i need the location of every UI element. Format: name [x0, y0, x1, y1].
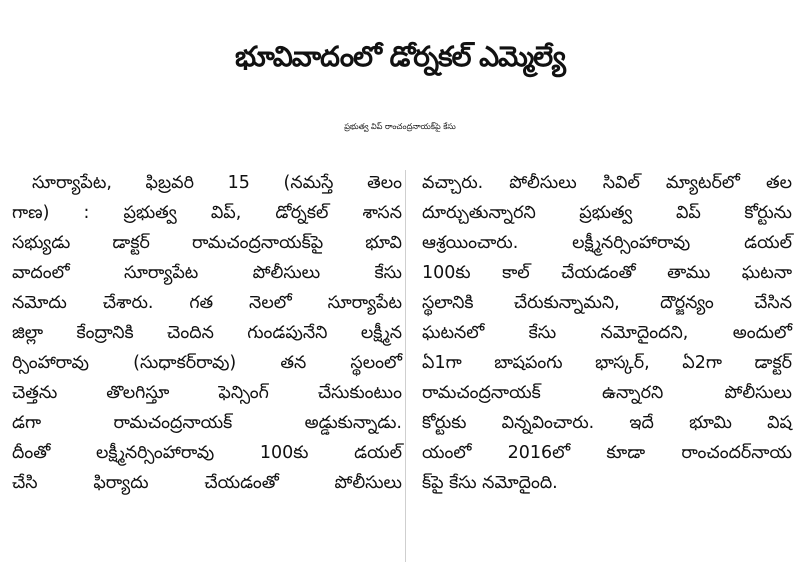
article-line: రామచంద్రనాయక్ ఉన్నారని పోలీసులు — [422, 383, 792, 403]
article-line: ఆశ్రయించారు. లక్ష్మీనర్సింహారావు డయల్ — [422, 233, 792, 253]
article-line: ర్సింహారావు (సుధాకర్‌రావు) తన స్థలంలో — [12, 353, 402, 373]
article-line: కోర్టుకు విన్నవించారు. ఇదే భూమి విష — [422, 413, 792, 433]
article-line: వాదంలో సూర్యాపేట పోలీసులు కేసు — [12, 263, 402, 283]
article-line: జిల్లా కేంద్రానికి చెందిన గుండపునేని లక్ష్మీన — [12, 323, 402, 343]
article-line: దీంతో లక్ష్మీనర్సింహారావు 100కు డయల్ — [12, 443, 402, 463]
headline: భూవివాదంలో డోర్నకల్ ఎమ్మెల్యే — [235, 40, 565, 73]
subheadline: ప్రభుత్వ విప్ రాంచంద్రనాయక్‌పై కేసు — [344, 122, 456, 131]
article-line: క్‌పై కేసు నమోదైంది. — [422, 473, 558, 493]
article-line: స్థలానికి చేరుకున్నామని, దౌర్జన్యం చేసిన — [422, 293, 792, 313]
article-line: సభ్యుడు డాక్టర్ రామచంద్రనాయక్‌పై భూవి — [12, 233, 402, 253]
article-line: డగా రామచంద్రనాయక్ అడ్డుకున్నాడు. — [12, 413, 402, 433]
article-line: వచ్చారు. పోలీసులు సివిల్ మ్యాటర్‌లో తల — [422, 173, 792, 193]
article-line: గాణ) : ప్రభుత్వ విప్, డోర్నకల్ శాసన — [12, 203, 402, 223]
article-line: 100కు కాల్ చేయడంతో తాము ఘటనా — [422, 263, 792, 283]
article-line: సూర్యాపేట, ఫిబ్రవరి 15 (నమస్తే తెలం — [32, 173, 402, 193]
article-line: ఘటనలో కేసు నమోదైందని, అందులో — [422, 323, 792, 343]
article-line: దూర్చుతున్నారని ప్రభుత్వ విప్ కోర్టును — [422, 203, 792, 223]
article-line: ఏ1గా బాషపంగు భాస్కర్, ఏ2గా డాక్టర్ — [422, 353, 792, 373]
article-column-right — [422, 168, 792, 498]
article-line: యంలో 2016లో కూడా రాంచందర్‌నాయ — [422, 443, 792, 463]
column-divider — [405, 170, 406, 562]
article-line: నమోదు చేశారు. గత నెలలో సూర్యాపేట — [12, 293, 402, 313]
article-column-left — [12, 168, 402, 498]
article-line: చెత్తను తొలగిస్తూ ఫెన్సింగ్ చేసుకుంటుం — [12, 383, 402, 403]
article-line: చేసి ఫిర్యాదు చేయడంతో పోలీసులు — [12, 473, 402, 493]
